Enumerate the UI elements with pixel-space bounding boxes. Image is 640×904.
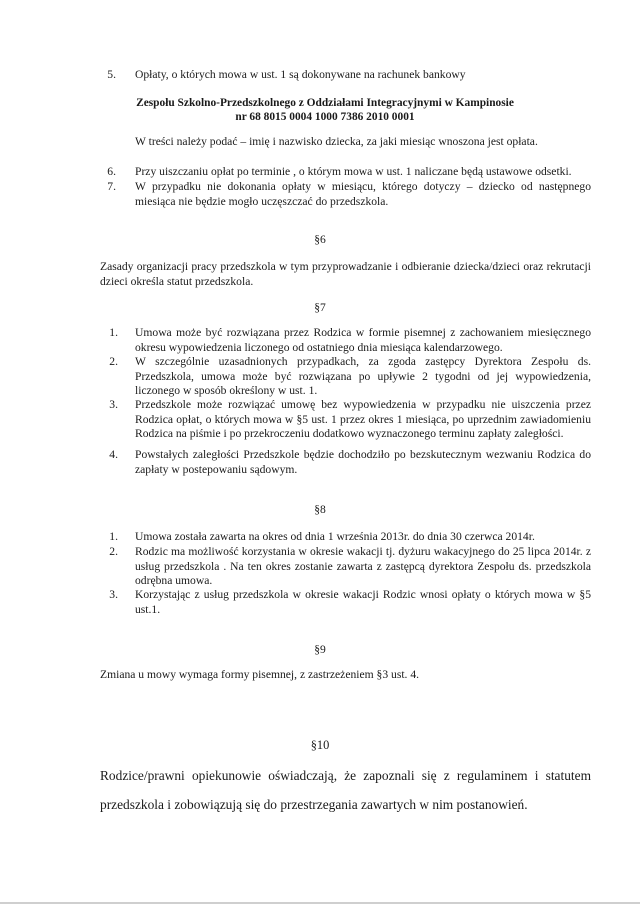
- item-6-number: 6.: [107, 165, 116, 178]
- section-7-heading: §7: [314, 301, 326, 314]
- section-9-text: Zmiana u mowy wymaga formy pisemnej, z zastrzeżeniem §3 ust. 4.: [100, 668, 420, 681]
- s8-item-2-number: 2.: [109, 545, 118, 558]
- bank-name: Zespołu Szkolno-Przedszkolnego z Oddziałami Integracyjnymi w Kampinosie: [136, 97, 514, 109]
- bank-account-number: nr 68 8015 0004 1000 7386 2010 0001: [235, 111, 415, 123]
- item-6-text: Przy uiszczaniu opłat po terminie , o którym mowa w ust. 1 naliczane będą ustawowe odsetki.: [135, 165, 572, 178]
- s7-item-3-text: Przedszkole może rozwiązać umowę bez wypowiedzenia w przypadku nie uiszczenia przez Rodzica opłat, o których mowa w §5 ust. 1 przez okres 1 miesiąca, po uprzednim zawiadomieniu Rodzica na piśmie i po przekroczeniu dodatkowo wyznaczonego terminu zapłaty zaległości.: [135, 398, 591, 441]
- s7-item-1-text: Umowa może być rozwiązana przez Rodzica w formie pisemnej z zachowaniem miesięcznego okresu wypowiedzenia liczonego od ostatniego dnia miesiąca kalendarzowego.: [135, 326, 591, 354]
- payment-note: W treści należy podać – imię i nazwisko dziecka, za jaki miesiąc wnoszona jest opłata.: [135, 135, 538, 148]
- s8-item-1-number: 1.: [109, 530, 118, 543]
- s7-item-2-number: 2.: [109, 355, 118, 368]
- item-7-number: 7.: [107, 180, 116, 193]
- s7-item-4-number: 4.: [109, 448, 118, 461]
- s7-item-3-number: 3.: [109, 398, 118, 411]
- item-7-text: W przypadku nie dokonania opłaty w miesiącu, którego dotyczy – dziecko od następnego miesiąca nie będzie mogło uczęszczać do przedszkola.: [135, 180, 591, 208]
- s8-item-3-number: 3.: [109, 588, 118, 601]
- s8-item-3-text: Korzystając z usług przedszkola w okresie wakacji Rodzic wnosi opłaty o których mowa w §5 ust.1.: [135, 588, 591, 616]
- section-9-heading: §9: [314, 643, 326, 656]
- section-10-text: Rodzice/prawni opiekunowie oświadczają, że zapoznali się z regulaminem i statutem przedszkola i zobowiązują się do przestrzegania zawartych w nim postanowień.: [100, 768, 591, 812]
- section-6-text: Zasady organizacji pracy przedszkola w tym przyprowadzanie i odbieranie dziecka/dzieci oraz rekrutacji dzieci określa statut przedszkola.: [100, 260, 591, 288]
- s8-item-1-text: Umowa została zawarta na okres od dnia 1 września 2013r. do dnia 30 czerwca 2014r.: [135, 530, 535, 543]
- item-5-number: 5.: [107, 68, 116, 81]
- s7-item-2-text: W szczególnie uzasadnionych przypadkach, za zgoda zastępcy Dyrektora Zespołu ds. Przedszkola, umowa może być rozwiązana po upływie 2 tygodni od jej wypowiedzenia, liczonego w sposób określony w ust. 1.: [135, 355, 591, 398]
- section-8-heading: §8: [314, 503, 326, 516]
- s7-item-4-text: Powstałych zaległości Przedszkole będzie dochodziło po bezskutecznym wezwaniu Rodzica do zapłaty w postepowaniu sądowym.: [135, 448, 591, 476]
- section-6-heading: §6: [314, 233, 326, 246]
- s7-item-1-number: 1.: [109, 326, 118, 339]
- s8-item-2-text: Rodzic ma możliwość korzystania w okresie wakacji tj. dyżuru wakacyjnego do 25 lipca 2014r. z usług przedszkola . Na ten okres zostanie zawarta z zastępcą dyrektora Zespołu ds. przedszkola odrębna umowa.: [135, 545, 591, 588]
- item-5-text: Opłaty, o których mowa w ust. 1 są dokonywane na rachunek bankowy: [135, 68, 466, 81]
- section-10-heading: §10: [310, 738, 330, 752]
